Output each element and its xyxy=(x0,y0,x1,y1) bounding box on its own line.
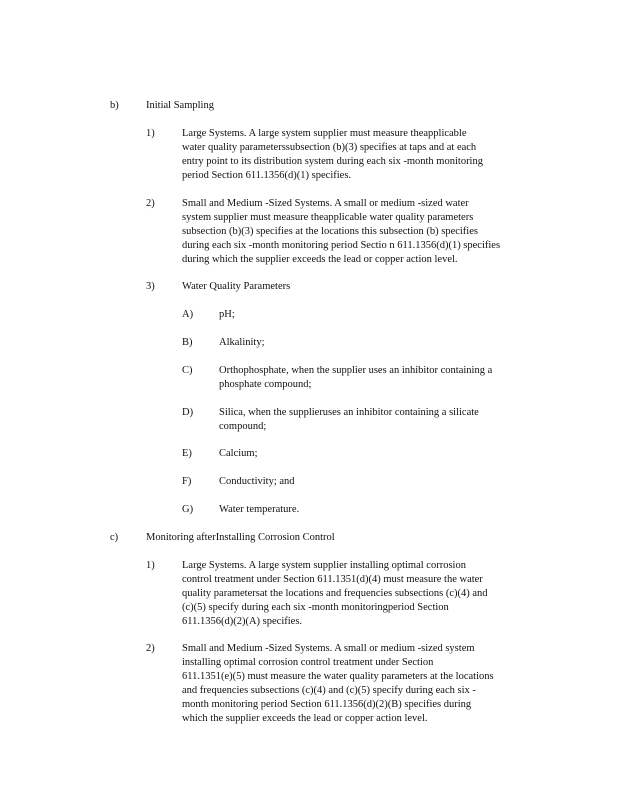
subitem-text: pH; xyxy=(219,309,235,320)
text-line: water quality parameterssubsection (b)(3) specifies at taps and at each xyxy=(182,142,477,153)
paragraph-large-systems xyxy=(182,127,483,183)
text-line: period Section 611.1356(d)(1) specifies. xyxy=(182,170,352,181)
section-c-label: c) xyxy=(110,532,119,543)
subheading-water-quality-parameters: Water Quality Parameters xyxy=(182,281,291,292)
text-line: and frequencies subsections (c)(4) and (c)(5) specify during each six - xyxy=(182,685,476,696)
text-line: during which the supplier exceeds the lead or copper action level. xyxy=(182,254,458,265)
subitem-label: F) xyxy=(182,476,192,487)
subitem-text: Calcium; xyxy=(219,448,258,459)
subitem-label: A) xyxy=(182,309,194,320)
text-line: Silica, when the supplieruses an inhibitor containing a silicate xyxy=(219,407,479,418)
subitem-label: G) xyxy=(182,504,194,515)
text-line: 611.1351(e)(5) must measure the water quality parameters at the locations xyxy=(182,671,494,682)
item-label: 1) xyxy=(146,128,155,139)
subitem-text: Conductivity; and xyxy=(219,476,295,487)
text-line: Small and Medium -Sized Systems. A small or medium -sized system xyxy=(182,643,475,654)
text-line: entry point to its distribution system during each six -month monitoring xyxy=(182,156,483,167)
subitem-text xyxy=(219,406,479,434)
text-line: system supplier must measure theapplicable water quality parameters xyxy=(182,212,474,223)
text-line: phosphate compound; xyxy=(219,379,312,390)
subitem-text: Alkalinity; xyxy=(219,337,265,348)
item-label: 3) xyxy=(146,281,155,292)
text-line: subsection (b)(3) specifies at the locations this subsection (b) specifies xyxy=(182,226,478,237)
text-line: Orthophosphate, when the supplier uses an inhibitor containing a xyxy=(219,365,493,376)
text-line: month monitoring period Section 611.1356(d)(2)(B) specifies during xyxy=(182,699,472,710)
text-line: (c)(5) specify during each six -month monitoringperiod Section xyxy=(182,602,449,613)
item-label: 2) xyxy=(146,643,155,654)
item-label: 1) xyxy=(146,560,155,571)
text-line: Small and Medium -Sized Systems. A small or medium -sized water xyxy=(182,198,469,209)
section-c-heading: Monitoring afterInstalling Corrosion Control xyxy=(146,532,335,543)
subitem-text xyxy=(219,364,492,392)
text-line: during each six -month monitoring period Sectio n 611.1356(d)(1) specifies xyxy=(182,240,501,251)
paragraph-small-medium-systems xyxy=(182,197,500,267)
section-b-heading: Initial Sampling xyxy=(146,100,214,111)
subitem-label: C) xyxy=(182,365,193,376)
text-line: which the supplier exceeds the lead or copper action level. xyxy=(182,713,428,724)
text-line: 611.1356(d)(2)(A) specifies. xyxy=(182,616,303,627)
subitem-label: E) xyxy=(182,448,192,459)
text-line: Large Systems. A large system supplier must measure theapplicable xyxy=(182,128,467,139)
paragraph-large-systems-corrosion xyxy=(182,559,488,629)
paragraph-small-medium-corrosion xyxy=(182,642,494,726)
section-b-label: b) xyxy=(110,100,119,111)
subitem-text: Water temperature. xyxy=(219,504,300,515)
text-line: installing optimal corrosion control treatment under Section xyxy=(182,657,434,668)
text-line: quality parametersat the locations and frequencies subsections (c)(4) and xyxy=(182,588,488,599)
text-line: Large Systems. A large system supplier installing optimal corrosion xyxy=(182,560,466,571)
subitem-label: B) xyxy=(182,337,193,348)
text-line: compound; xyxy=(219,421,267,432)
text-line: control treatment under Section 611.1351(d)(4) must measure the water xyxy=(182,574,483,585)
subitem-label: D) xyxy=(182,407,194,418)
item-label: 2) xyxy=(146,198,155,209)
